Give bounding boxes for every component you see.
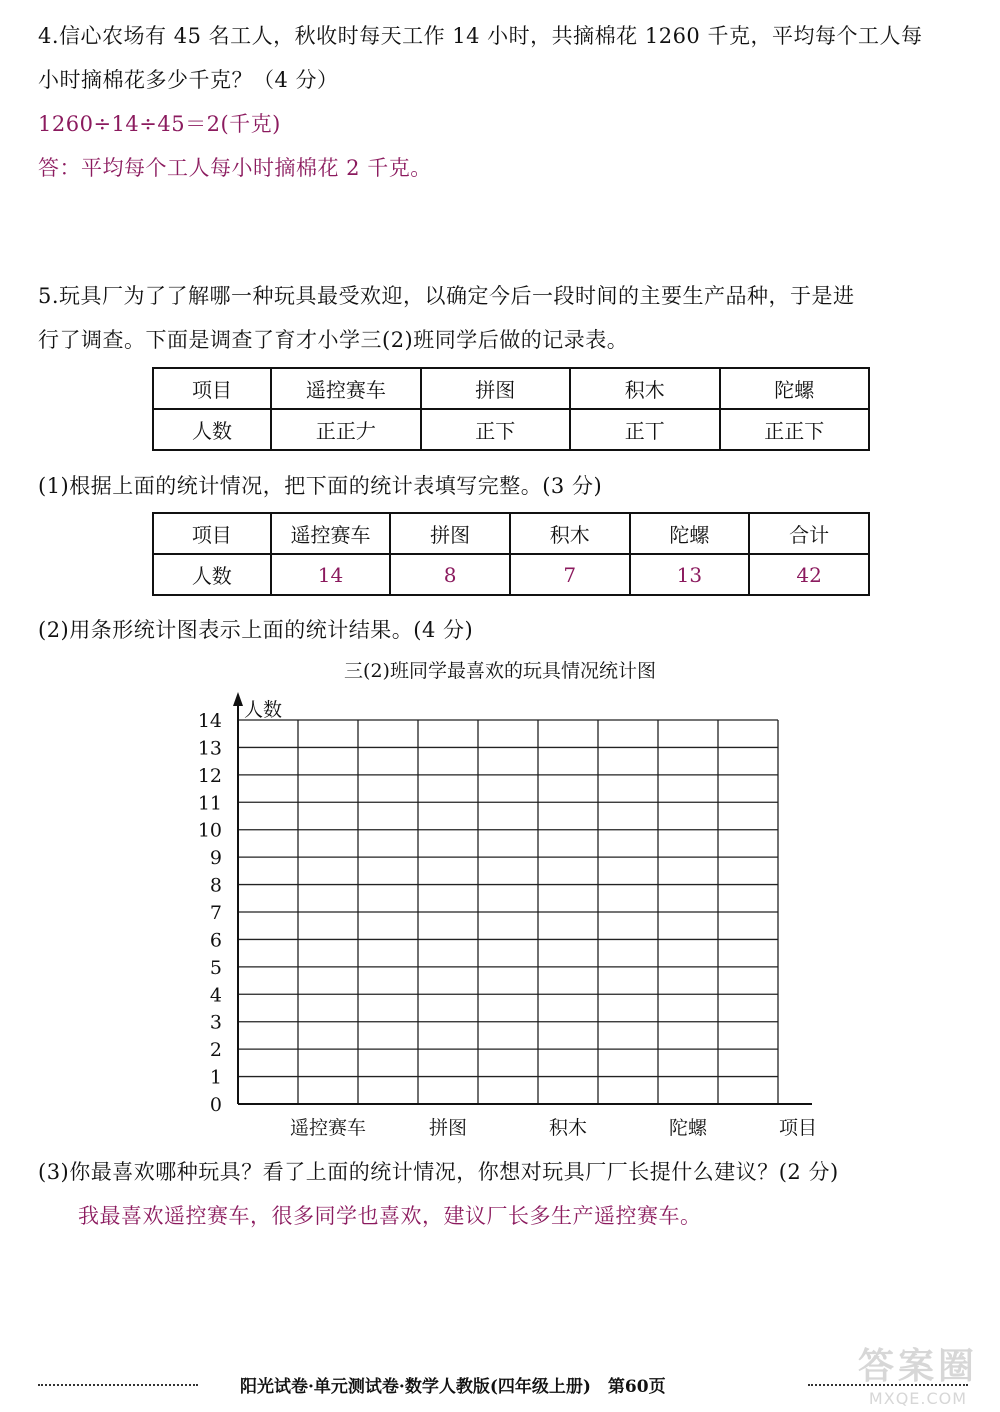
y-tick-label: 7 xyxy=(209,902,222,924)
record-header-cell: 遥控赛车 xyxy=(271,368,420,409)
q5-sub3: (3)你最喜欢哪种玩具？看了上面的统计情况，你想对玩具厂厂长提什么建议？(2 分) xyxy=(38,1160,839,1184)
y-tick-label: 1 xyxy=(209,1066,222,1089)
x-category-label: 积木 xyxy=(548,1117,588,1139)
y-tick-label: 0 xyxy=(209,1094,222,1116)
stat-row-label: 人数 xyxy=(153,554,271,595)
y-tick-label: 11 xyxy=(197,792,222,815)
y-tick-label: 10 xyxy=(197,819,222,842)
stat-header-cell: 合计 xyxy=(749,513,869,554)
chart-title: 三(2)班同学最喜欢的玩具情况统计图 xyxy=(344,660,656,682)
y-tick-label: 5 xyxy=(209,956,222,979)
y-tick-label: 14 xyxy=(197,710,222,732)
q4-text-line1: 4.信心农场有 45 名工人，秋收时每天工作 14 小时，共摘棉花 1260 千克，平均每个工人每 xyxy=(38,24,923,48)
y-axis-label: 人数 xyxy=(244,699,283,721)
y-tick-label: 4 xyxy=(209,984,222,1007)
watermark-title: 答案圈 xyxy=(857,1346,978,1387)
stat-value-cell: 7 xyxy=(510,554,630,595)
x-category-label: 遥控赛车 xyxy=(289,1117,367,1139)
q5-text-line1: 5.玩具厂为了了解哪一种玩具最受欢迎，以确定今后一段时间的主要生产品种，于是进 xyxy=(38,284,855,308)
footer-text: 阳光试卷·单元测试卷·数学人教版(四年级上册) 第60页 xyxy=(240,1377,666,1397)
bar-chart-grid xyxy=(0,690,1000,1150)
footer-dotted-rule-left xyxy=(38,1384,198,1386)
record-header-cell: 陀螺 xyxy=(720,368,870,409)
y-tick-label: 3 xyxy=(209,1011,222,1034)
y-tick-label: 9 xyxy=(209,847,222,870)
record-header-cell: 项目 xyxy=(153,368,271,409)
record-row-label: 人数 xyxy=(153,409,271,450)
q4-calculation: 1260÷14÷45＝2(千克) xyxy=(38,112,281,136)
y-tick-label: 8 xyxy=(209,874,222,897)
y-tick-label: 6 xyxy=(209,929,222,952)
x-category-label: 拼图 xyxy=(428,1117,468,1139)
record-header-cell: 拼图 xyxy=(421,368,570,409)
q5-text-line2: 行了调查。下面是调查了育才小学三(2)班同学后做的记录表。 xyxy=(38,328,629,352)
stat-value-cell: 14 xyxy=(271,554,391,595)
tally-mark-cell: 正下 xyxy=(421,409,570,450)
y-tick-label: 12 xyxy=(197,764,222,787)
y-tick-label: 13 xyxy=(197,737,222,760)
stat-total-cell: 42 xyxy=(749,554,869,595)
tally-mark-cell: 正正下 xyxy=(720,409,870,450)
q5-sub1: (1)根据上面的统计情况，把下面的统计表填写完整。(3 分) xyxy=(38,474,603,498)
stat-value-cell: 13 xyxy=(630,554,750,595)
q5-sub2: (2)用条形统计图表示上面的统计结果。(4 分) xyxy=(38,618,474,642)
stat-header-cell: 项目 xyxy=(153,513,271,554)
y-axis-arrow xyxy=(233,692,243,706)
q4-answer: 答：平均每个工人每小时摘棉花 2 千克。 xyxy=(38,156,432,180)
stat-header-cell: 拼图 xyxy=(390,513,510,554)
stat-header-cell: 陀螺 xyxy=(630,513,750,554)
x-category-label: 陀螺 xyxy=(668,1117,708,1139)
tally-mark-cell: 正正𠂇 xyxy=(271,409,420,450)
watermark-url: MXQE.COM xyxy=(868,1389,968,1408)
q4-text-line2: 小时摘棉花多少千克？（4 分） xyxy=(38,68,339,92)
q5-sub3-answer: 我最喜欢遥控赛车，很多同学也喜欢，建议厂长多生产遥控赛车。 xyxy=(78,1204,702,1228)
record-header-cell: 积木 xyxy=(570,368,719,409)
statistics-table xyxy=(152,512,870,596)
record-table xyxy=(152,367,870,451)
stat-value-cell: 8 xyxy=(390,554,510,595)
stat-header-cell: 积木 xyxy=(510,513,630,554)
x-axis-label: 项目 xyxy=(778,1117,818,1139)
y-tick-label: 2 xyxy=(209,1039,222,1062)
watermark-logo xyxy=(858,1338,978,1408)
stat-header-cell: 遥控赛车 xyxy=(271,513,391,554)
tally-mark-cell: 正丅 xyxy=(570,409,719,450)
